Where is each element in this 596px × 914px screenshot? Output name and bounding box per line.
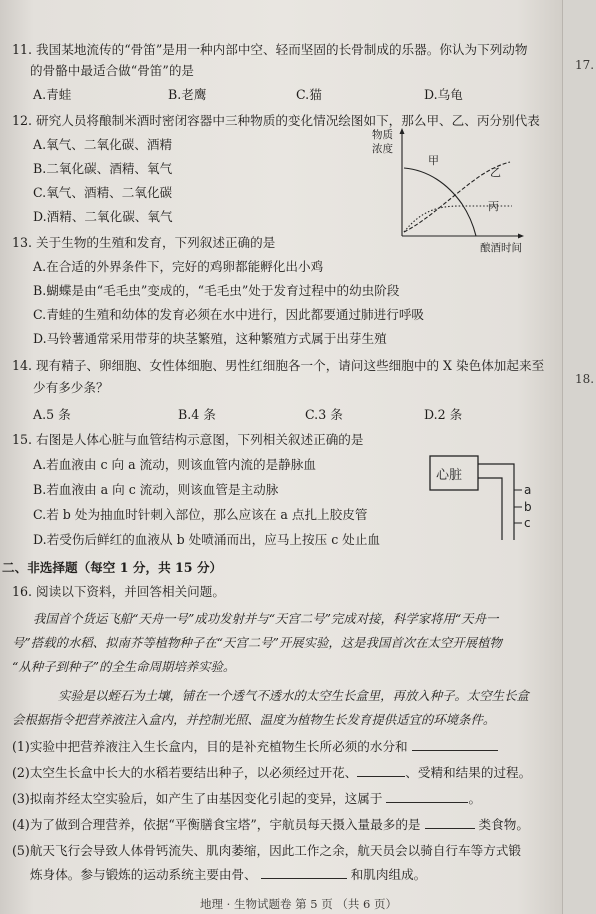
q16-sub4	[12, 817, 529, 833]
q14-option-c: C.3 条	[305, 407, 343, 422]
q16-passage2-line1: 实验是以蛭石为土壤，铺在一个透气不透水的太空生长盒里，再放入种子。太空生长盒	[58, 688, 529, 703]
q16-sub3-text-b: 。	[468, 791, 482, 806]
q16-sub5-line2	[30, 867, 426, 883]
q11-option-b: B.老鹰	[168, 87, 207, 102]
q15-option-d: D.若受伤后鲜红的血液从 b 处喷涌而出，应马上按压 c 处止血	[33, 532, 381, 547]
q13-option-b: B.蝴蝶是由“毛毛虫”变成的，“毛毛虫”处于发育过程中的幼虫阶段	[33, 283, 400, 298]
q14-option-a: A.5 条	[33, 407, 71, 422]
q16-sub5-blank[interactable]	[261, 878, 347, 879]
edge-question-18: 18.	[575, 372, 595, 386]
q16-sub2-text-b: 、受精和结果的过程。	[405, 765, 532, 780]
series-yi-label: 乙	[490, 166, 501, 179]
q16-sub4-text-b: 类食物。	[478, 817, 529, 832]
q11-option-a: A.青蛙	[33, 87, 72, 102]
q16-sub3-text-a: (3)拟南芥经太空实验后，如产生了由基因变化引起的变异，这属于	[12, 791, 383, 806]
series-bing-label: 丙	[488, 200, 499, 213]
point-b-label: b	[524, 500, 532, 514]
x-label: 酿酒时间	[480, 242, 522, 254]
q12-option-a: A.氧气、二氧化碳、酒精	[33, 137, 173, 152]
series-jia-label: 甲	[428, 154, 439, 167]
heart-vessel-diagram	[428, 452, 548, 544]
q16-sub1-blank[interactable]	[412, 750, 498, 751]
q12-stem: 12. 研究人员将酿制米酒时密闭容器中三种物质的变化情况绘图如下，那么甲、乙、丙分别代表	[12, 113, 540, 128]
q11-stem-line2: 的骨骼中最适合做“骨笛”的是	[30, 63, 195, 78]
page-footer: 地理 · 生物试题卷 第 5 页 （共 6 页）	[200, 897, 398, 911]
q14-option-b: B.4 条	[178, 407, 216, 422]
q16-sub3-blank[interactable]	[386, 802, 468, 803]
point-a-label: a	[524, 483, 532, 497]
q16-sub4-text-a: (4)为了做到合理营养，依据“平衡膳食宝塔”，宇航员每天摄入量最多的是	[12, 817, 421, 832]
q14-stem-line1: 14. 现有精子、卵细胞、女性体细胞、男性红细胞各一个，请问这些细胞中的 X 染色体加起来至	[12, 358, 545, 373]
q15-option-b: B.若血液由 a 向 c 流动，则该血管是主动脉	[33, 482, 279, 497]
q11-stem-line1: 11. 我国某地流传的“骨笛”是用一种内部中空、轻而坚固的长骨制成的乐器。你认为下列动物	[12, 42, 528, 57]
vessel-inner-wall	[478, 478, 502, 540]
q16-sub2-text-a: (2)太空生长盒中长大的水稻若要结出种子，以必须经过开花、	[12, 765, 358, 780]
q16-sub1	[12, 739, 498, 755]
edge-question-17: 17.	[575, 58, 595, 72]
vessel-outer-wall	[478, 464, 514, 540]
x-axis-arrow	[518, 234, 524, 239]
y-label-line2: 浓度	[372, 143, 393, 155]
q16-sub5-line1: (5)航天飞行会导致人体骨钙流失、肌肉萎缩，因此工作之余，航天员会以骑自行车等方式锻	[12, 843, 521, 858]
q15-option-a: A.若血液由 c 向 a 流动，则该血管内流的是静脉血	[33, 457, 316, 472]
q14-option-d: D.2 条	[424, 407, 463, 422]
q13-option-a: A.在合适的外界条件下，完好的鸡卵都能孵化出小鸡	[33, 259, 324, 274]
q16-sub2-blank[interactable]	[357, 776, 405, 777]
y-axis-arrow	[400, 128, 405, 134]
q16-sub5-text-c: 和肌肉组成。	[350, 867, 427, 882]
point-c-label: c	[524, 516, 531, 530]
q12-option-d: D.酒精、二氧化碳、氧气	[33, 209, 173, 224]
q16-sub1-text: (1)实验中把营养液注入生长盒内，目的是补充植物生长所必须的水分和	[12, 739, 408, 754]
substance-concentration-chart	[370, 124, 530, 254]
q11-option-d: D.乌龟	[424, 87, 463, 102]
q14-stem-line2: 少有多少条？	[33, 380, 109, 395]
section-heading: 二、非选择题（每空 1 分，共 15 分）	[2, 560, 223, 575]
q16-sub4-blank[interactable]	[425, 828, 475, 829]
q12-option-c: C.氧气、酒精、二氧化碳	[33, 185, 173, 200]
q12-option-b: B.二氧化碳、酒精、氧气	[33, 161, 173, 176]
q16-passage2-line2: 会根据指令把营养液注入盒内，并控制光照、温度为植物生长发育提供适宜的环境条件。	[12, 712, 496, 727]
q13-option-c: C.青蛙的生殖和幼体的发育必须在水中进行，因此都要通过肺进行呼吸	[33, 307, 425, 322]
q13-stem: 13. 关于生物的生殖和发育，下列叙述正确的是	[12, 235, 276, 250]
q16-stem: 16. 阅读以下资料，并回答相关问题。	[12, 584, 225, 599]
q16-sub3	[12, 791, 481, 807]
q13-option-d: D.马铃薯通常采用带芽的块茎繁殖，这种繁殖方式属于出芽生殖	[33, 331, 387, 346]
q11-option-c: C.猫	[296, 87, 322, 102]
next-page-edge	[562, 0, 596, 914]
heart-label: 心脏	[436, 468, 463, 483]
q16-sub5-text-b: 炼身体。参与锻炼的运动系统主要由骨、	[30, 867, 257, 882]
q16-sub2	[12, 765, 531, 781]
q16-passage1-line2: 号”搭载的水稻、拟南芥等植物种子在“天宫二号”开展实验，这是我国首次在太空开展植物	[12, 635, 502, 650]
q16-passage1-line3: “从种子到种子”的全生命周期培养实验。	[12, 659, 236, 674]
q16-passage1-line1: 我国首个货运飞船“天舟一号”成功发射并与“天宫二号”完成对接，科学家将用“天舟一	[33, 611, 499, 626]
y-label-line1: 物质	[372, 129, 393, 141]
q15-option-c: C.若 b 处为抽血时针刺入部位，那么应该在 a 点扎上胶皮管	[33, 507, 368, 522]
q15-stem: 15. 右图是人体心脏与血管结构示意图，下列相关叙述正确的是	[12, 432, 364, 447]
